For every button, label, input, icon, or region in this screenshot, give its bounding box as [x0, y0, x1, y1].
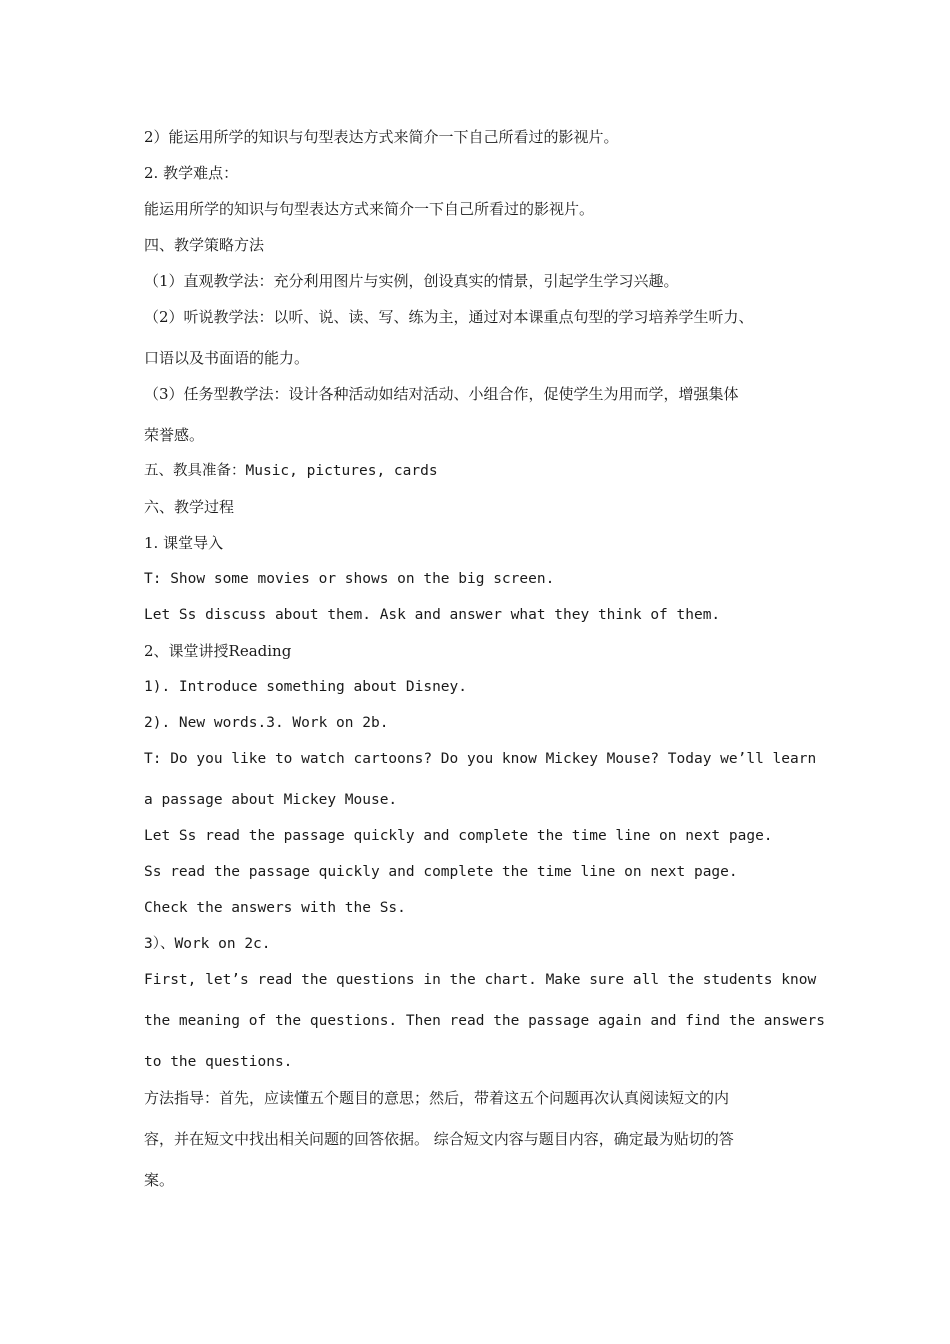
text-line: 案。 [144, 1171, 175, 1189]
text-line: 五、教具准备：Music, pictures, cards [144, 463, 438, 479]
section-heading: 2. 教学难点： [144, 164, 239, 182]
text-line: Let Ss discuss about them. Ask and answer what they think of them. [144, 607, 721, 623]
text-line: 能运用所学的知识与句型表达方式来简介一下自己所看过的影视片。 [144, 200, 595, 218]
text-line: 荣誉感。 [144, 426, 205, 444]
section-heading: 1. 课堂导入 [144, 534, 224, 552]
section-heading: 四、教学策略方法 [144, 236, 265, 254]
section-heading: 六、教学过程 [144, 498, 235, 516]
text-line: 口语以及书面语的能力。 [144, 349, 310, 367]
text-line: 容，并在短文中找出相关问题的回答依据。 综合短文内容与题目内容，确定最为贴切的答 [144, 1130, 734, 1148]
text-line: （1）直观教学法：充分利用图片与实例，创设真实的情景，引起学生学习兴趣。 [144, 272, 679, 290]
section-heading: 2、课堂讲授Reading [144, 642, 292, 660]
section-heading: 3）、Work on 2c. [144, 936, 271, 952]
text-line: to the questions. [144, 1054, 293, 1070]
text-line: T: Show some movies or shows on the big screen. [144, 571, 555, 587]
text-line: the meaning of the questions. Then read the passage again and find the answers [144, 1013, 825, 1029]
text-line: Ss read the passage quickly and complete the time line on next page. [144, 864, 738, 880]
text-line: 1). Introduce something about Disney. [144, 679, 468, 695]
text-line: a passage about Mickey Mouse. [144, 792, 398, 808]
text-line: 2）能运用所学的知识与句型表达方式来简介一下自己所看过的影视片。 [144, 128, 619, 146]
text-line: Let Ss read the passage quickly and complete the time line on next page. [144, 828, 773, 844]
text-line: （2）听说教学法：以听、说、读、写、练为主，通过对本课重点句型的学习培养学生听力、 [144, 308, 754, 326]
text-line: 方法指导：首先，应读懂五个题目的意思；然后，带着这五个问题再次认真阅读短文的内 [144, 1089, 730, 1107]
text-line: Check the answers with the Ss. [144, 900, 406, 916]
text-line: 2). New words.3. Work on 2b. [144, 715, 389, 731]
text-line: T: Do you like to watch cartoons? Do you know Mickey Mouse? Today we’ll learn [144, 751, 817, 767]
text-line: First, let’s read the questions in the chart. Make sure all the students know [144, 972, 817, 988]
text-line: （3）任务型教学法：设计各种活动如结对活动、小组合作，促使学生为用而学，增强集体 [144, 385, 739, 403]
